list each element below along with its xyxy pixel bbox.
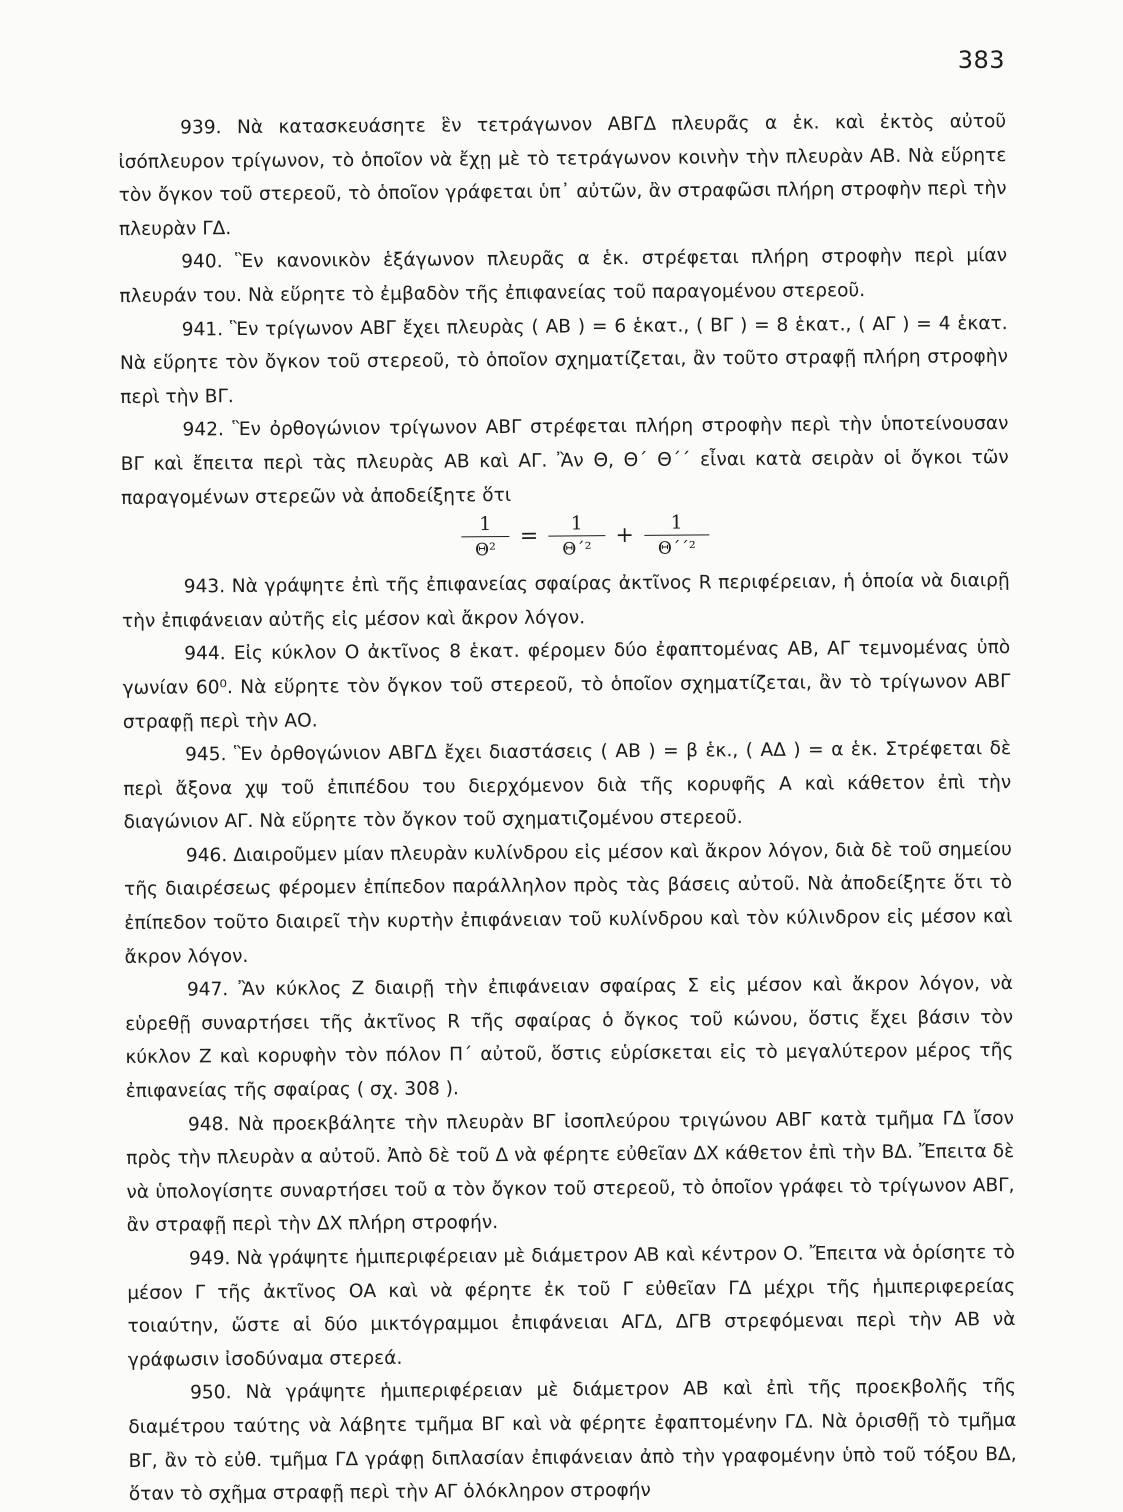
formula-numerator: 1	[570, 512, 583, 535]
problem-946: 946. Διαιροῦμεν μίαν πλευρὰν κυλίνδρου εἰς μέσον καὶ ἄκρον λόγον, διὰ δὲ τοῦ σημείου τῆς διαιρέσεως φέρομεν ἐπίπεδον παράλληλον πρὸς τὰς βάσεις αὐτοῦ. Νὰ ἀποδείξητε ὅτι τὸ ἐπίπεδον τοῦτο διαιρεῖ τὴν κυρτὴν ἐπιφάνειαν τοῦ κυλίνδρου καὶ τὸν κύλινδρον εἰς μέσον καὶ ἄκρον λόγον.	[124, 838, 1013, 968]
page-body	[118, 105, 1017, 1512]
problem-948: 948. Νὰ προεκβάλητε τὴν πλευρὰν ΒΓ ἰσοπλεύρου τριγώνου ΑΒΓ κατὰ τμῆμα ΓΔ ἴσον πρὸς τὴν πλευρὰν α αὐτοῦ. Ἀπὸ δὲ τοῦ Δ νὰ φέρητε εὐθεῖαν ΔΧ κάθετον ἐπὶ τὴν ΒΔ. Ἔπειτα δὲ νὰ ὑπολογίσητε συναρτήσει τοῦ α τὸν ὄγκον τοῦ στερεοῦ, τὸ ὁποῖον γράφει τὸ τρίγωνον ΑΒΓ, ἂν στραφῇ περὶ τὴν ΔΧ πλήρη στροφήν.	[126, 1107, 1015, 1237]
problem-947: 947. Ἂν κύκλος Ζ διαιρῇ τὴν ἐπιφάνειαν σφαίρας Σ εἰς μέσον καὶ ἄκρον λόγον, νὰ εὑρεθῇ συναρτήσει τῆς ἀκτῖνος R τῆς σφαίρας ὁ ὄγκος τοῦ κώνου, ὅστις ἔχει βάσιν τὸν κύκλον Ζ καὶ κορυφὴν τὸν πόλον Π΄ αὐτοῦ, ὅστις εὑρίσκεται εἰς τὸ μεγαλύτερον μέρος τῆς ἐπιφανείας τῆς σφαίρας ( σχ. 308 ).	[125, 973, 1014, 1103]
formula-denominator: Θ²	[461, 536, 510, 562]
problem-944: 944. Εἰς κύκλον Ο ἀκτῖνος 8 ἑκατ. φέρομεν δύο ἐφαπτομένας ΑΒ, ΑΓ τεμνομένας ὑπὸ γωνίαν 60⁰. Νὰ εὕρητε τὸν ὄγκον τοῦ στερεοῦ, τὸ ὁποῖον σχηματίζεται, ἂν τὸ τρίγωνον ΑΒΓ στραφῇ περὶ τὴν ΑΟ.	[122, 637, 1011, 733]
problem-945: 945. Ἓν ὀρθογώνιον ΑΒΓΔ ἔχει διαστάσεις ( ΑΒ ) = β ἑκ., ( ΑΔ ) = α ἑκ. Στρέφεται δὲ περὶ ἄξονα χψ τοῦ ἐπιπέδου του διερχόμενον διὰ τῆς κορυφῆς Α καὶ κάθετον ἐπὶ τὴν διαγώνιον ΑΓ. Νὰ εὕρητε τὸν ὄγκον τοῦ σχηματιζομένου στερεοῦ.	[123, 738, 1012, 834]
problem-940: 940. Ἓν κανονικὸν ἑξάγωνον πλευρᾶς α ἑκ. στρέφεται πλήρη στροφὴν περὶ μίαν πλευράν του. Νὰ εὕρητε τὸ ἐμβαδὸν τῆς ἐπιφανείας τοῦ παραγομένου στερεοῦ.	[119, 245, 1008, 307]
formula-numerator: 1	[479, 513, 492, 536]
formula-942	[121, 508, 1009, 565]
formula-fraction	[461, 512, 510, 562]
formula-fraction	[548, 511, 606, 561]
formula-numerator: 1	[670, 511, 683, 534]
formula-fraction	[644, 510, 710, 561]
problem-941: 941. Ἓν τρίγωνον ΑΒΓ ἔχει πλευρὰς ( ΑΒ ) = 6 ἑκατ., ( ΒΓ ) = 8 ἑκατ., ( ΑΓ ) = 4 ἑκατ. Νὰ εὕρητε τὸν ὄγκον τοῦ στερεοῦ, τὸ ὁποῖον σχηματίζεται, ἂν τοῦτο στραφῇ πλήρη στροφὴν περὶ τὴν ΒΓ.	[119, 312, 1009, 408]
formula-equals: =	[519, 523, 539, 549]
problem-942: 942. Ἓν ὀρθογώνιον τρίγωνον ΑΒΓ στρέφεται πλήρη στροφὴν περὶ τὴν ὑποτείνουσαν ΒΓ καὶ ἔπειτα περὶ τὰς πλευρὰς ΑΒ καὶ ΑΓ. Ἂν Θ, Θ΄ Θ΄΄ εἶναι κατὰ σειρὰν οἱ ὄγκοι τῶν παραγομένων στερεῶν νὰ ἀποδείξητε ὅτι	[120, 413, 1009, 509]
formula-plus: +	[615, 523, 635, 549]
problem-950: 950. Νὰ γράψητε ἡμιπεριφέρειαν μὲ διάμετρον ΑΒ καὶ ἐπὶ τῆς προεκβολῆς τῆς διαμέτρου ταύτης νὰ λάβητε τμῆμα ΒΓ καὶ νὰ φέρητε ἐφαπτομένην ΓΔ. Νὰ ὁρισθῇ τὸ τμῆμα ΒΓ, ἂν τὸ εὐθ. τμῆμα ΓΔ γράφῃ διπλασίαν ἐπιφάνειαν ἀπὸ τὴν γραφομένην ὑπὸ τοῦ τόξου ΒΔ, ὅταν τὸ σχῆμα στραφῇ περὶ τὴν ΑΓ ὁλόκληρον στροφήν	[128, 1376, 1017, 1506]
problem-939: 939. Νὰ κατασκευάσητε ἓν τετράγωνον ΑΒΓΔ πλευρᾶς α ἑκ. καὶ ἐκτὸς αὐτοῦ ἰσόπλευρον τρίγωνον, τὸ ὁποῖον νὰ ἔχῃ μὲ τὸ τετράγωνον κοινὴν τὴν πλευρὰν ΑΒ. Νὰ εὕρητε τὸν ὄγκον τοῦ στερεοῦ, τὸ ὁποῖον γράφεται ὑπ᾽ αὐτῶν, ἂν στραφῶσι πλήρη στροφὴν περὶ τὴν πλευρὰν ΓΔ.	[118, 111, 1007, 240]
problem-949: 949. Νὰ γράψητε ἡμιπεριφέρειαν μὲ διάμετρον ΑΒ καὶ κέντρον Ο. Ἔπειτα νὰ ὁρίσητε τὸ μέσον Γ τῆς ἀκτῖνος ΟΑ καὶ νὰ φέρητε ἐκ τοῦ Γ εὐθεῖαν ΓΔ μέχρι τῆς ἡμιπεριφερείας τοιαύτην, ὥστε αἱ δύο μικτόγραμμοι ἐπιφάνειαι ΑΓΔ, ΔΓΒ στρεφόμεναι περὶ τὴν ΑΒ νὰ γράφωσιν ἰσοδύναμα στερεά.	[127, 1241, 1016, 1371]
page-number: 383	[957, 46, 1005, 74]
problem-943: 943. Νὰ γράψητε ἐπὶ τῆς ἐπιφανείας σφαίρας ἀκτῖνος R περιφέρειαν, ἡ ὁποία νὰ διαιρῇ τὴν ἐπιφάνειαν αὐτῆς εἰς μέσον καὶ ἄκρον λόγον.	[121, 570, 1010, 632]
formula-denominator: Θ΄²	[548, 535, 605, 561]
formula-denominator: Θ΄΄²	[644, 534, 710, 561]
